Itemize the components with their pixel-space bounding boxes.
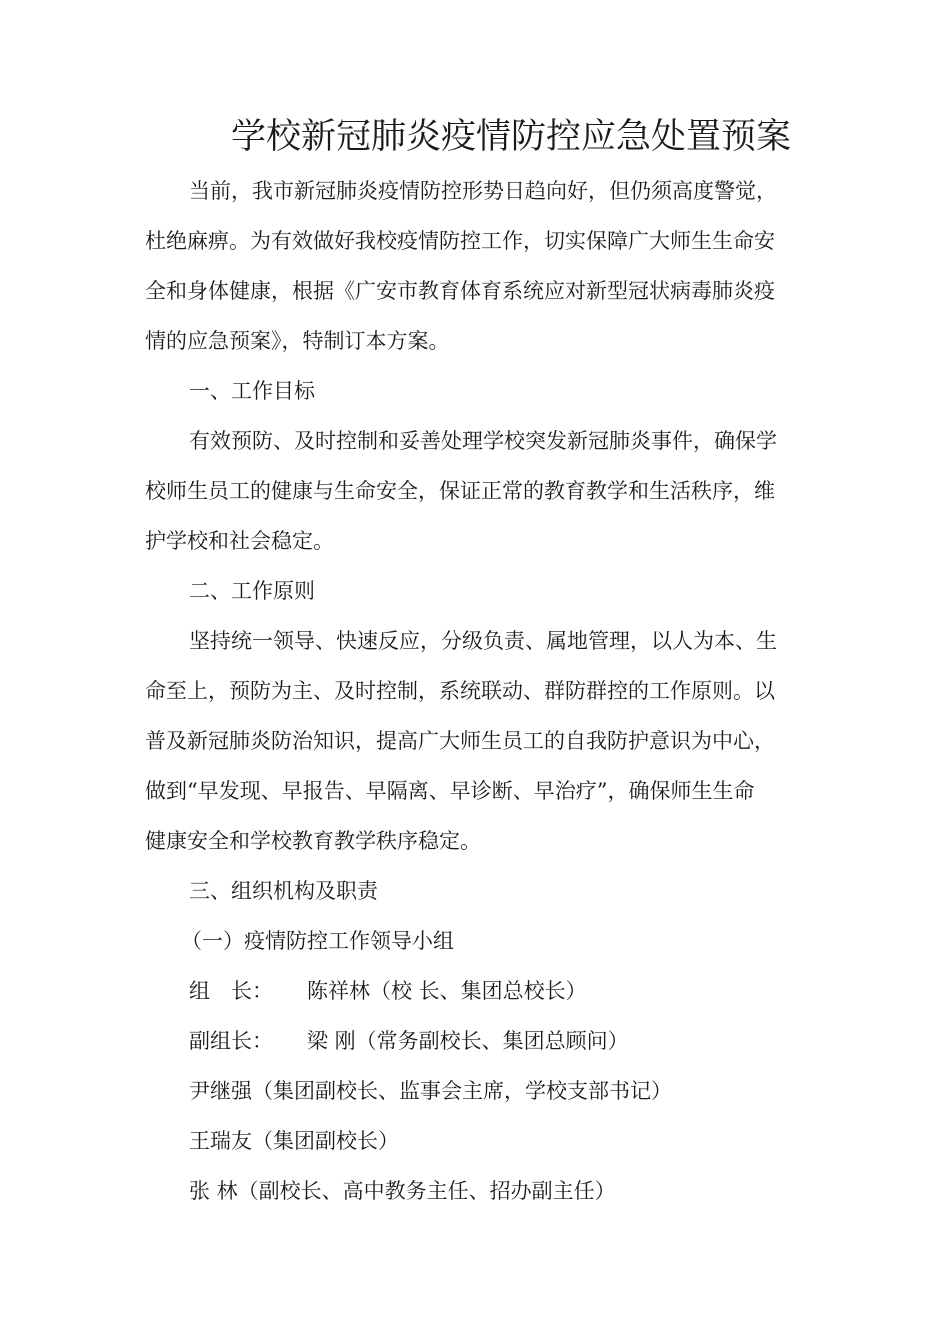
intro-line: 情的应急预案》，特制订本方案。 <box>145 329 450 353</box>
deputy-value: 梁 刚（常务副校长、集团总顾问） <box>307 1029 629 1053</box>
section-heading-principles: 二、工作原则 <box>189 579 315 603</box>
principles-line: 做到“早发现、早报告、早隔离、早诊断、早治疗”，确保师生生命 <box>145 779 755 803</box>
intro-line: 全和身体健康，根据《广安市教育体育系统应对新型冠状病毒肺炎疫 <box>145 279 775 303</box>
document-title: 学校新冠肺炎疫情防控应急处置预案 <box>230 117 791 157</box>
leader-label: 组 长： <box>189 979 273 1003</box>
leader-row <box>145 966 809 1016</box>
intro-line: 杜绝麻痹。为有效做好我校疫情防控工作，切实保障广大师生生命安 <box>145 229 775 253</box>
goals-line: 护学校和社会稳定。 <box>145 529 334 553</box>
goals-line: 校师生员工的健康与生命安全，保证正常的教育教学和生活秩序，维 <box>145 479 775 503</box>
section-heading-organization: 三、组织机构及职责 <box>189 879 378 903</box>
principles-paragraph <box>145 616 809 866</box>
principles-line: 普及新冠肺炎防治知识，提高广大师生员工的自我防护意识为中心， <box>145 729 775 753</box>
subsection-heading-leading-group: （一）疫情防控工作领导小组 <box>181 929 454 953</box>
principles-line: 命至上，预防为主、及时控制，系统联动、群防群控的工作原则。以 <box>145 679 775 703</box>
deputy-row <box>145 1016 809 1066</box>
member-row: 王瑞友（集团副校长） <box>189 1129 399 1153</box>
goals-paragraph <box>145 416 809 566</box>
document-body <box>145 166 809 1216</box>
intro-line: 当前，我市新冠肺炎疫情防控形势日趋向好，但仍须高度警觉， <box>189 179 777 203</box>
leader-value: 陈祥林（校 长、集团总校长） <box>307 979 587 1003</box>
principles-line: 坚持统一领导、快速反应，分级负责、属地管理，以人为本、生 <box>189 629 777 653</box>
intro-paragraph <box>145 166 809 366</box>
goals-line: 有效预防、及时控制和妥善处理学校突发新冠肺炎事件，确保学 <box>189 429 777 453</box>
section-heading-goals: 一、工作目标 <box>189 379 315 403</box>
member-row: 尹继强（集团副校长、监事会主席，学校支部书记） <box>189 1079 672 1103</box>
principles-line: 健康安全和学校教育教学秩序稳定。 <box>145 829 481 853</box>
deputy-label: 副组长： <box>189 1029 273 1053</box>
member-row: 张 林（副校长、高中教务主任、招办副主任） <box>189 1179 616 1203</box>
